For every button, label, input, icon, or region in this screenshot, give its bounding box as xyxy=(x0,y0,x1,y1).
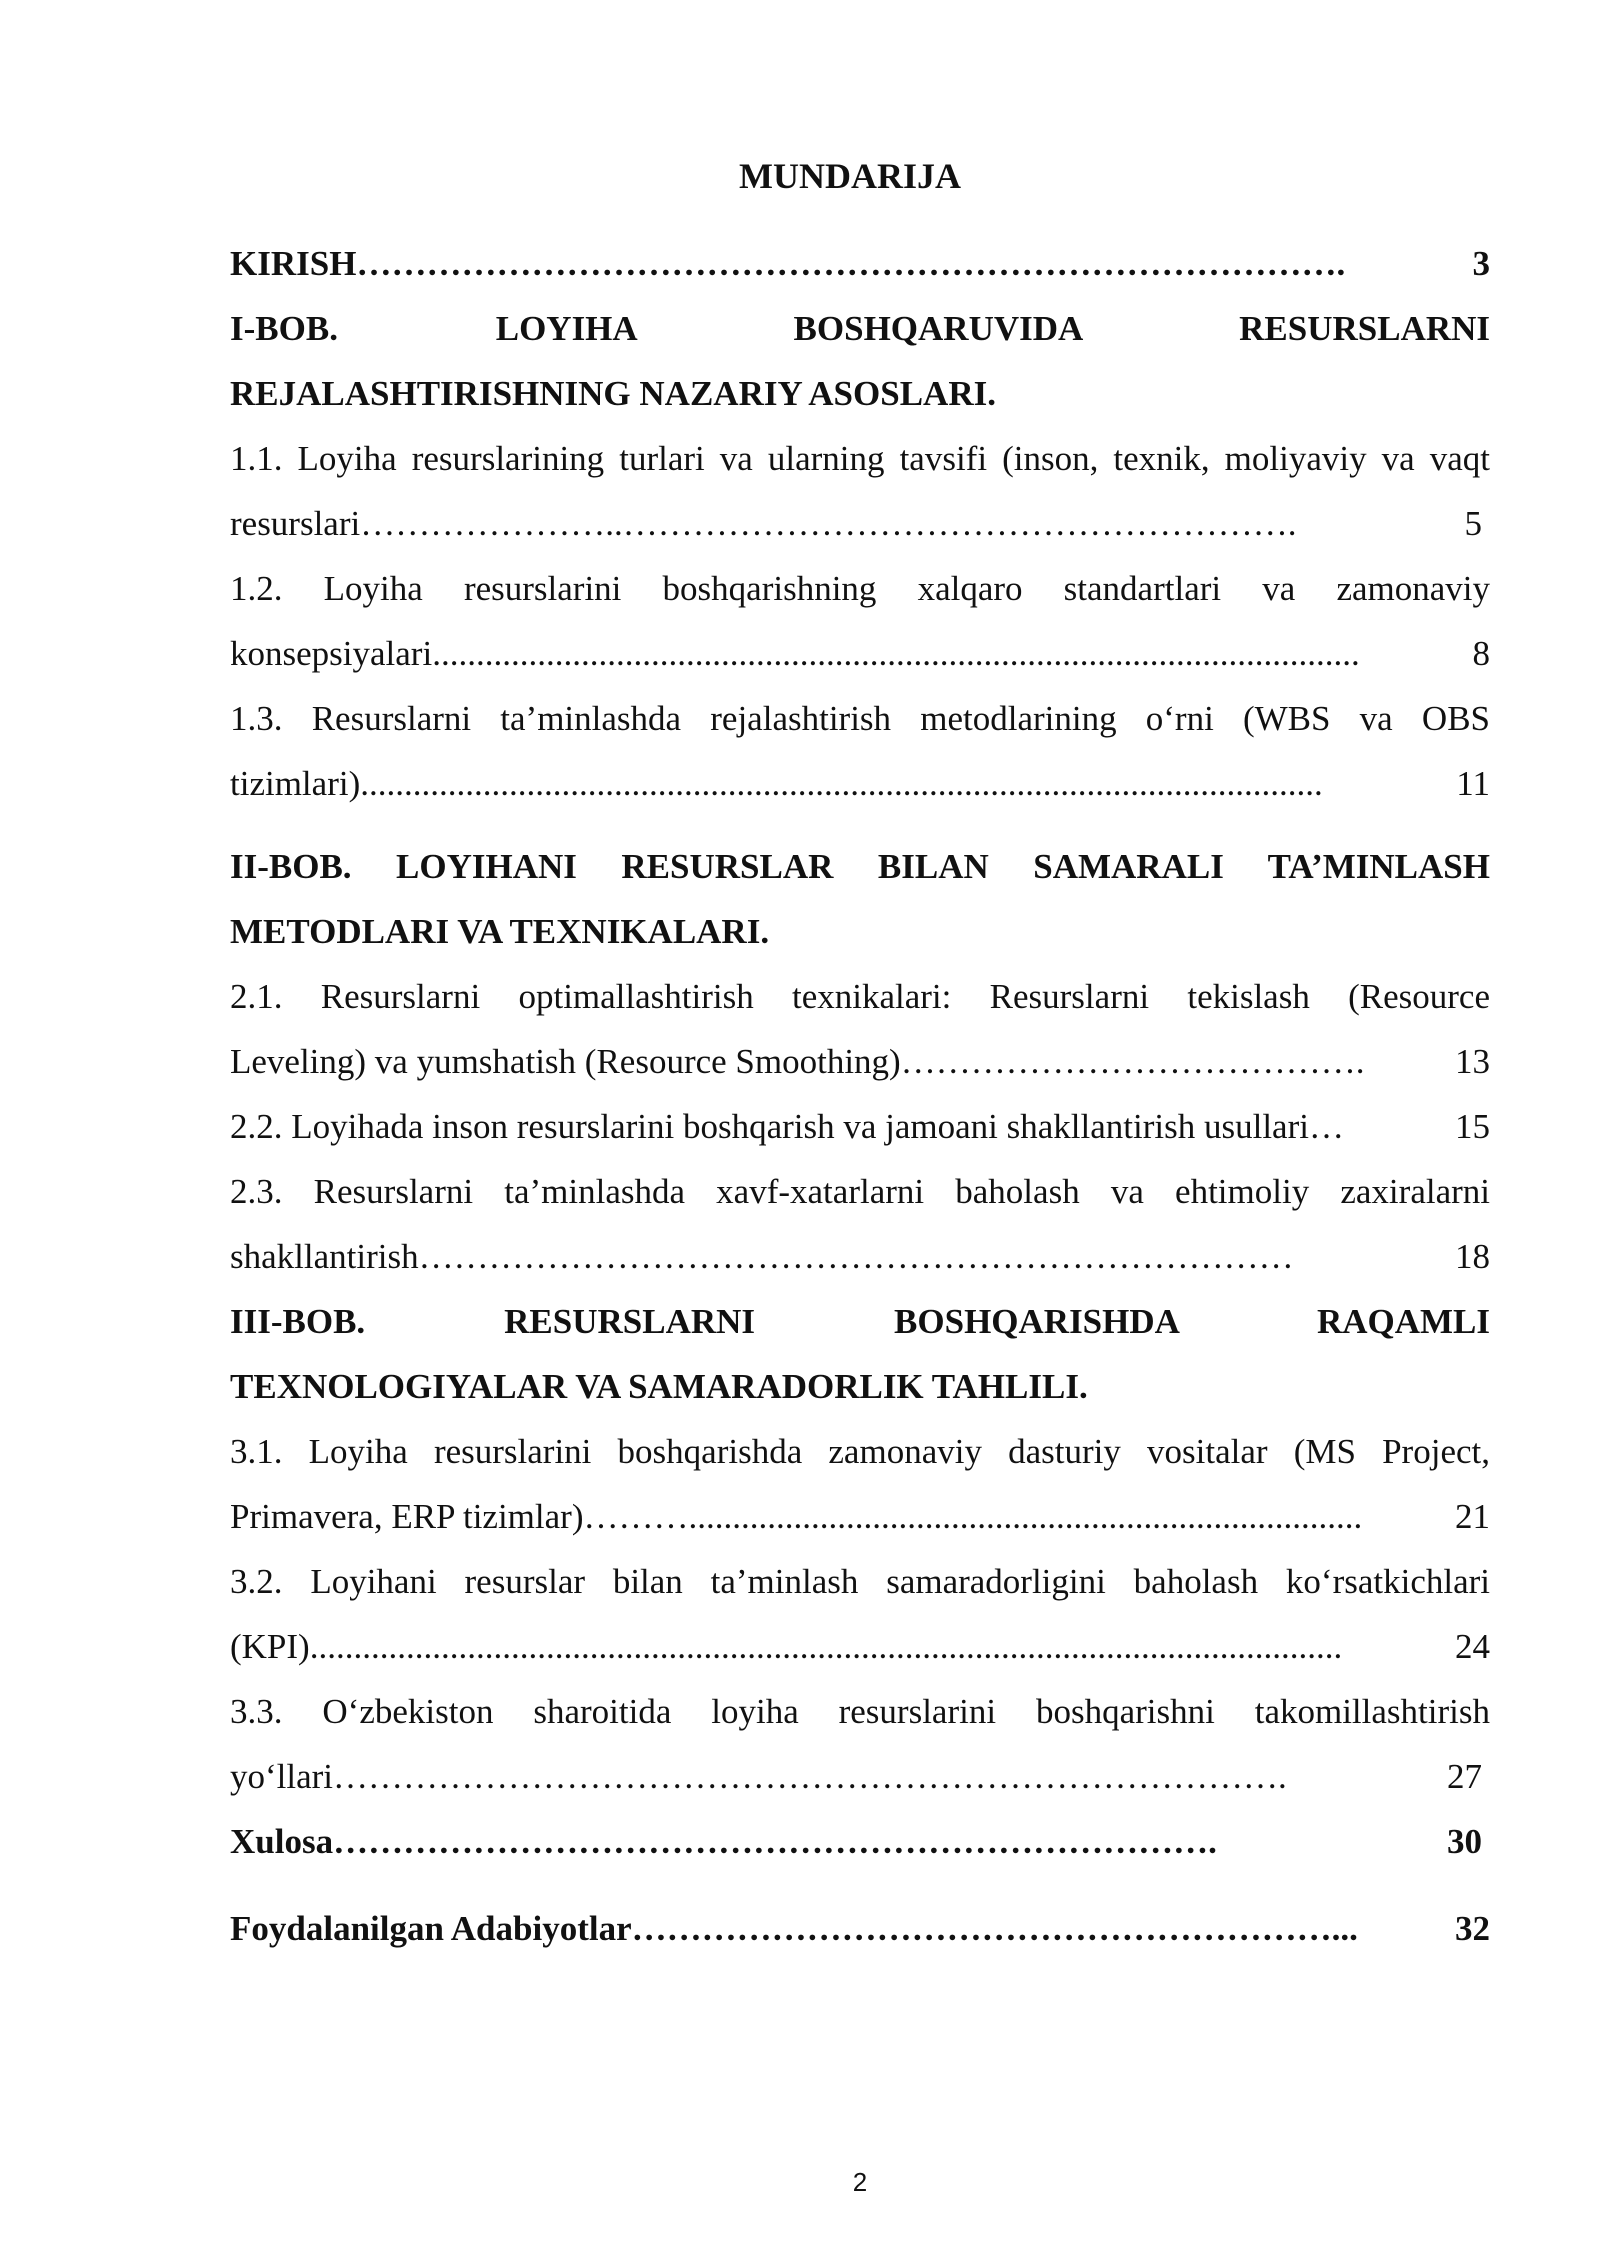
toc-leader: ……………………………………………………... xyxy=(631,1909,1358,1948)
heading-word: RESURSLARNI xyxy=(1239,309,1490,348)
toc-chapter-3-heading-line2: TEXNOLOGIYALAR VA SAMARADORLIK TAHLILI. xyxy=(230,1367,1088,1406)
toc-entry-xulosa xyxy=(230,1818,1482,1866)
toc-page-number: 3 xyxy=(1472,244,1490,283)
toc-leader: …………………..…………………………………………………. xyxy=(360,504,1297,543)
toc-entry-text: konsepsiyalari xyxy=(230,634,433,673)
toc-entry-text: Xulosa xyxy=(230,1822,334,1861)
heading-word: RESURSLARNI xyxy=(504,1302,756,1341)
toc-section-2-3-line1: 2.3. Resurslarni ta’minlashda xavf-xatarlarni baholash va ehtimoliy zaxiralarni xyxy=(230,1172,1490,1211)
toc-section-3-1-line2 xyxy=(230,1493,1490,1541)
toc-section-1-2-line1: 1.2. Loyiha resurslarini boshqarishning xalqaro standartlari va zamonaviy xyxy=(230,569,1490,608)
heading-word: BOSHQARUVIDA xyxy=(793,309,1082,348)
toc-entry-adabiyotlar xyxy=(230,1905,1490,1953)
toc-section-2-3-line2 xyxy=(230,1233,1490,1281)
toc-entry-text: Leveling) va yumshatish (Resource Smoothing) xyxy=(230,1042,901,1081)
heading-word: III-BOB. xyxy=(230,1302,366,1341)
toc-section-2-2 xyxy=(230,1103,1490,1151)
page-title: MUNDARIJA xyxy=(739,156,961,196)
toc-leader: .......................................................................................................... xyxy=(432,634,1360,673)
toc-section-3-2-line2 xyxy=(230,1623,1490,1671)
page-number: 2 xyxy=(852,2167,868,2197)
toc-entry-text: (KPI) xyxy=(230,1627,310,1666)
toc-entry-text: 2.2. Loyihada inson resurslarini boshqarish va jamoani shakllantirish usullari xyxy=(230,1107,1309,1146)
toc-entry-text: Primavera, ERP tizimlar) xyxy=(230,1497,584,1536)
toc-page-number: 11 xyxy=(1456,764,1490,803)
toc-section-3-3-line1: 3.3. O‘zbekiston sharoitida loyiha resurslarini boshqarishni takomillashtirish xyxy=(230,1692,1490,1731)
toc-entry-text: tizimlari) xyxy=(230,764,361,803)
toc-leader: .............................................................................................................. xyxy=(360,764,1323,803)
toc-leader: …………………………………. xyxy=(900,1042,1365,1081)
toc-section-3-2-line1: 3.2. Loyihani resurslar bilan ta’minlash samaradorligini baholash ko‘rsatkichlari xyxy=(230,1562,1490,1601)
toc-page-number: 13 xyxy=(1455,1042,1490,1081)
toc-section-3-3-line2 xyxy=(230,1753,1482,1801)
toc-entry-text: Foydalanilgan Adabiyotlar xyxy=(230,1909,632,1948)
toc-leader: …………………………………………………………………………. xyxy=(356,244,1346,283)
toc-page-number: 30 xyxy=(1447,1822,1482,1861)
toc-leader: ………………………………………………………………… xyxy=(418,1237,1294,1276)
toc-chapter-2-heading-line2: METODLARI VA TEXNIKALARI. xyxy=(230,912,770,951)
heading-word: LOYIHA xyxy=(495,309,636,348)
toc-page-number: 18 xyxy=(1455,1237,1490,1276)
toc-section-3-1-line1: 3.1. Loyiha resurslarini boshqarishda zamonaviy dasturiy vositalar (MS Project, xyxy=(230,1432,1490,1471)
toc-chapter-2-heading: II-BOB. LOYIHANI RESURSLAR BILAN SAMARALI TA’MINLASH xyxy=(230,847,1490,886)
toc-page-number: 8 xyxy=(1472,634,1490,673)
toc-section-1-3-line2 xyxy=(230,760,1490,808)
toc-page-number: 21 xyxy=(1455,1497,1490,1536)
toc-chapter-3-heading xyxy=(230,1298,1490,1346)
toc-leader: …………………………………………………………………. xyxy=(333,1822,1217,1861)
toc-section-2-1-line2 xyxy=(230,1038,1490,1086)
toc-chapter-1-heading xyxy=(230,305,1490,353)
toc-entry-text: resurslari xyxy=(230,504,361,543)
toc-section-1-3-line1: 1.3. Resurslarni ta’minlashda rejalashtirish metodlarining o‘rni (WBS va OBS xyxy=(230,699,1490,738)
toc-section-1-2-line2 xyxy=(230,630,1490,678)
heading-word: I-BOB. xyxy=(230,309,338,348)
toc-page-number: 5 xyxy=(1464,504,1482,543)
toc-entry-text: shakllantirish xyxy=(230,1237,419,1276)
toc-page-number: 15 xyxy=(1455,1107,1490,1146)
toc-section-1-1-line2 xyxy=(230,500,1482,548)
toc-leader: ………………………………………………………………………. xyxy=(333,1757,1287,1796)
heading-word: BOSHQARISHDA xyxy=(894,1302,1178,1341)
toc-page-number: 24 xyxy=(1455,1627,1490,1666)
toc-entry-kirish xyxy=(230,240,1490,288)
toc-page-number: 32 xyxy=(1455,1909,1490,1948)
toc-page-number: 27 xyxy=(1447,1757,1482,1796)
toc-leader: ...................................................................................................................... xyxy=(309,1627,1343,1666)
toc-entry-text: yo‘llari xyxy=(230,1757,334,1796)
toc-leader: ………............................................................................. xyxy=(583,1497,1363,1536)
toc-entry-text: KIRISH xyxy=(230,244,357,283)
toc-chapter-1-heading-line2: REJALASHTIRISHNING NAZARIY ASOSLARI. xyxy=(230,374,996,413)
toc-section-2-1-line1: 2.1. Resurslarni optimallashtirish texnikalari: Resurslarni tekislash (Resource xyxy=(230,977,1490,1016)
toc-leader: … xyxy=(1308,1107,1344,1146)
heading-word: RAQAMLI xyxy=(1316,1302,1490,1341)
toc-section-1-1-line1: 1.1. Loyiha resurslarining turlari va ularning tavsifi (inson, texnik, moliyaviy va vaqt xyxy=(230,439,1490,478)
